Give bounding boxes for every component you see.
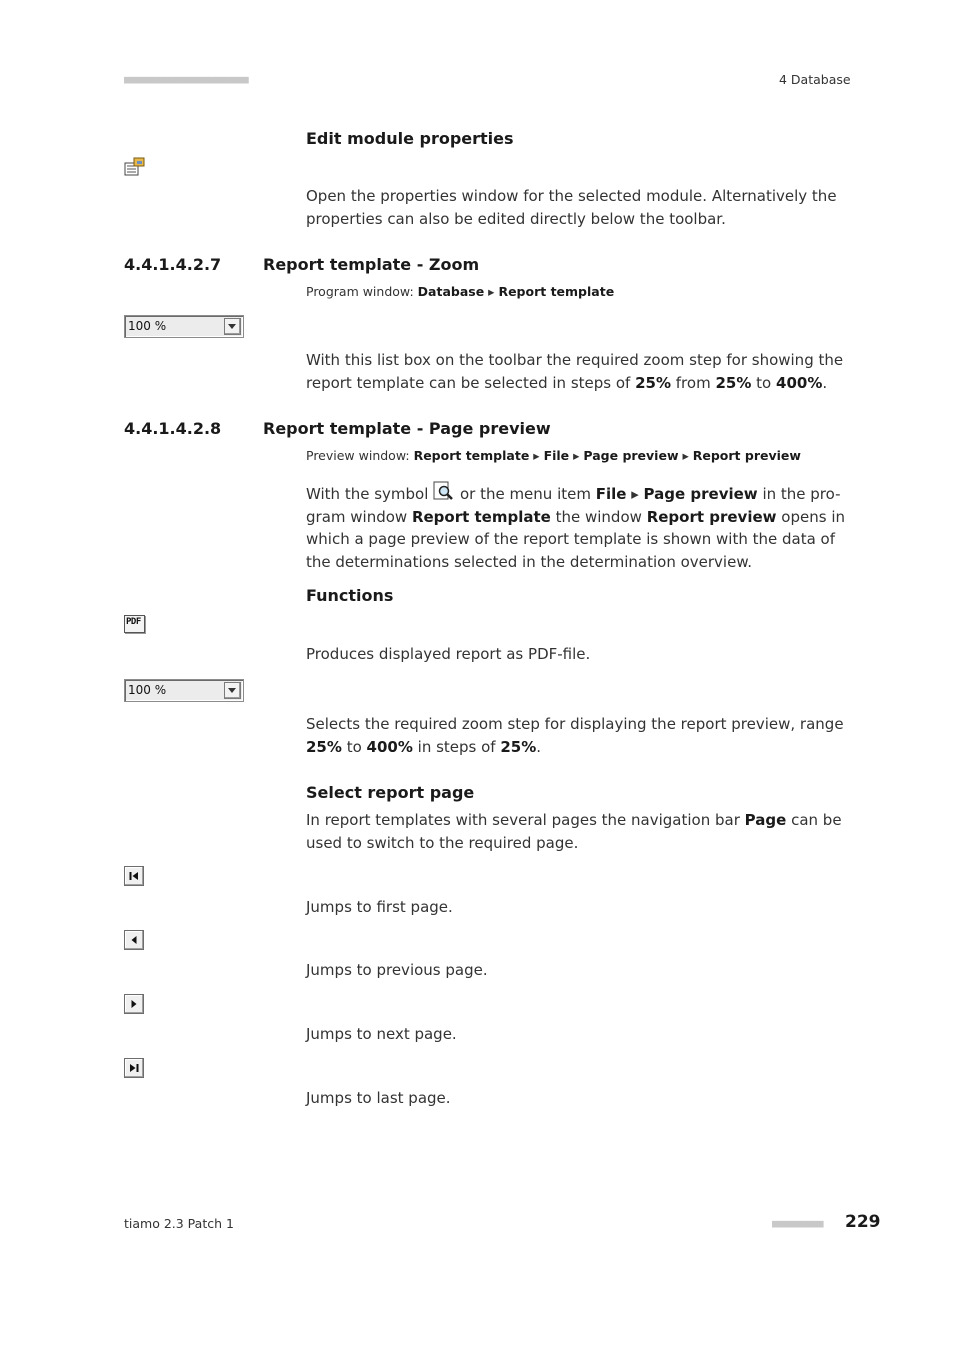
chevron-down-icon <box>224 318 241 335</box>
section-title-zoom: Report template - Zoom <box>263 255 480 274</box>
footer-product: tiamo 2.3 Patch 1 <box>124 1216 234 1231</box>
select-page-title: Select report page <box>306 783 475 802</box>
chapter-title: 4 Database <box>779 72 851 87</box>
chevron-down-icon <box>224 682 241 699</box>
first-page-desc: Jumps to first page. <box>306 898 453 916</box>
zoom-menu-path: Program window: Database ▸ Report template <box>306 284 615 299</box>
next-page-desc: Jumps to next page. <box>306 1025 457 1043</box>
page-number: 229 <box>845 1212 881 1232</box>
preview-zoom-desc: Selects the required zoom step for displaying the report preview, range 25% to 400% in steps of 25%. <box>306 715 844 756</box>
previous-page-desc: Jumps to previous page. <box>306 961 488 979</box>
previous-page-icon <box>124 930 144 950</box>
preview-menu-path: Preview window: Report template ▸ File ▸ Page preview ▸ Report preview <box>306 448 801 463</box>
last-page-desc: Jumps to last page. <box>306 1089 451 1107</box>
arrow-right-icon: ▸ <box>631 485 639 503</box>
section-number-preview: 4.4.1.4.2.8 <box>124 419 222 438</box>
zoom-combo: 100 % <box>124 315 244 338</box>
preview-desc: With the symbol or the menu item File ▸ Page preview in the pro- gram window Report template the window Report preview opens in which a page preview of the report template is shown with the data of the determinations selected in the determination overview. <box>306 481 845 573</box>
select-page-desc: In report templates with several pages the navigation bar Page can be used to switch to the required page. <box>306 811 842 852</box>
last-page-icon <box>124 1058 144 1078</box>
next-page-icon <box>124 994 144 1014</box>
first-page-icon <box>124 866 144 886</box>
footer-decoration: ■■■■■■■■■ <box>772 1217 823 1230</box>
arrow-right-icon: ▸ <box>682 448 689 463</box>
functions-title: Functions <box>306 586 394 605</box>
preview-zoom-combo: 100 % <box>124 679 244 702</box>
zoom-desc: With this list box on the toolbar the required zoom step for showing the report template can be selected in steps of 25% from 25% to 400%. <box>306 351 844 392</box>
page-preview-icon <box>433 481 455 501</box>
arrow-right-icon: ▸ <box>533 448 540 463</box>
pdf-desc: Produces displayed report as PDF-file. <box>306 645 591 663</box>
section-number-zoom: 4.4.1.4.2.7 <box>124 255 222 274</box>
arrow-right-icon: ▸ <box>488 284 495 299</box>
pdf-icon: PDF <box>124 615 145 633</box>
header-decoration: ■■■■■■■■■■■■■■■■■■■■■■ <box>124 73 248 86</box>
section-title-preview: Report template - Page preview <box>263 419 551 438</box>
edit-module-desc: Open the properties window for the selected module. Alternatively the properties can also be edited directly below the toolbar. <box>306 187 837 228</box>
arrow-right-icon: ▸ <box>573 448 580 463</box>
module-properties-icon <box>124 157 146 181</box>
edit-module-title: Edit module properties <box>306 129 514 148</box>
